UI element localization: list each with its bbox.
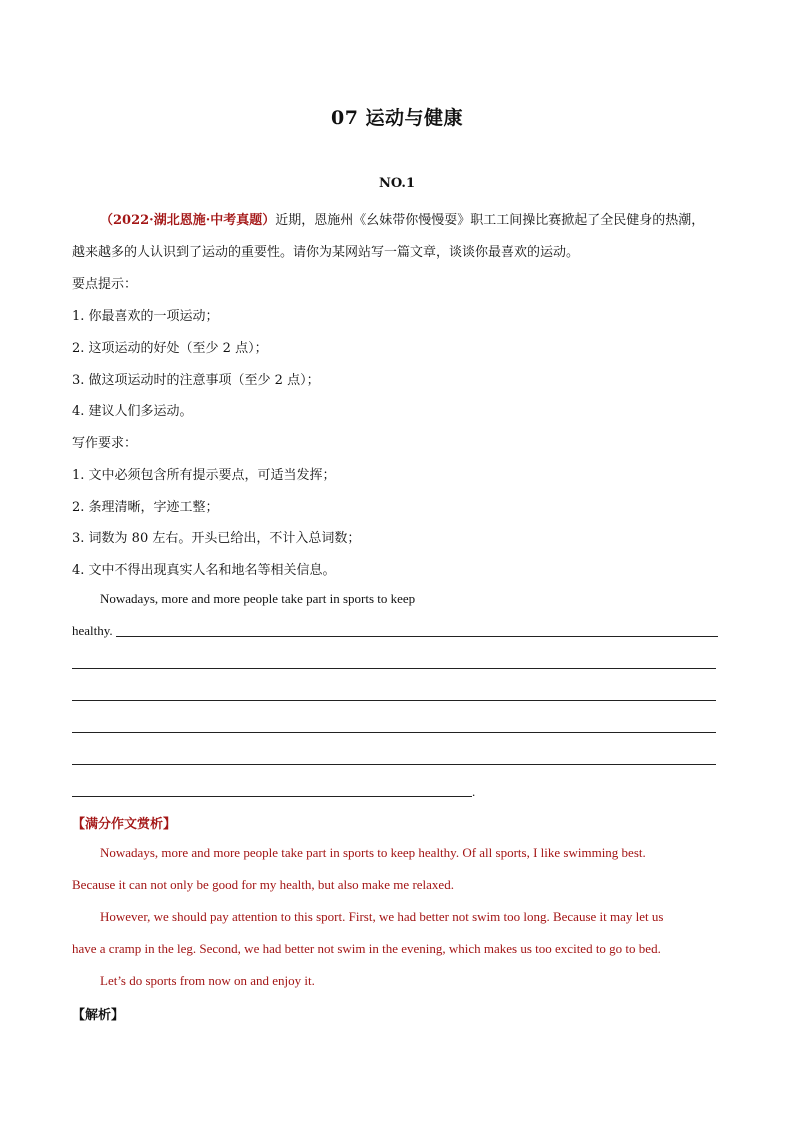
- analysis-heading: 【解析】: [72, 1008, 125, 1023]
- task-intro-line-2: 越来越多的人认识到了运动的重要性。请你为某网站写一篇文章，谈谈你最喜欢的运动。: [72, 245, 580, 260]
- end-period: .: [472, 784, 476, 799]
- requirement-item: 4. 文中不得出现真实人名和地名等相关信息。: [72, 563, 336, 578]
- essay-line: Let’s do sports from now on and enjoy it.: [100, 973, 315, 988]
- tip-item: 2. 这项运动的好处（至少 2 点）；: [72, 341, 268, 356]
- tip-item: 1. 你最喜欢的一项运动；: [72, 309, 219, 324]
- writing-line[interactable]: [72, 700, 716, 701]
- essay-line: Because it can not only be good for my health, but also make me relaxed.: [72, 877, 454, 892]
- tips-heading: 要点提示：: [72, 277, 138, 292]
- source-tag: （2022·湖北恩施·中考真题）: [100, 213, 276, 228]
- requirement-item: 2. 条理清晰，字迹工整；: [72, 500, 219, 515]
- writing-line[interactable]: [72, 668, 716, 669]
- requirement-item: 1. 文中必须包含所有提示要点，可适当发挥；: [72, 468, 336, 483]
- opening-sentence-line-1: Nowadays, more and more people take part in sports to keep: [100, 591, 416, 606]
- requirement-item: 3. 词数为 80 左右。开头已给出，不计入总词数；: [72, 531, 361, 546]
- opening-sentence-line-2: healthy.: [72, 623, 113, 638]
- writing-line[interactable]: [72, 796, 472, 797]
- tip-item: 4. 建议人们多运动。: [72, 404, 193, 419]
- writing-line[interactable]: [72, 764, 716, 765]
- essay-line: Nowadays, more and more people take part in sports to keep healthy. Of all sports, I like swimming best.: [100, 845, 646, 860]
- writing-line[interactable]: [116, 636, 718, 637]
- writing-line[interactable]: [72, 732, 716, 733]
- tip-item: 3. 做这项运动时的注意事项（至少 2 点）；: [72, 373, 320, 388]
- requirements-heading: 写作要求：: [72, 436, 138, 451]
- essay-line: However, we should pay attention to this sport. First, we had better not swim too long. Because it may let us: [100, 909, 664, 924]
- task-intro-line-1: [100, 209, 704, 228]
- intro-text-1: 近期，恩施州《幺妹带你慢慢耍》职工工间操比赛掀起了全民健身的热潮，: [275, 213, 705, 228]
- section-number: NO.1: [378, 176, 416, 191]
- page-title: 07 运动与健康: [330, 107, 464, 129]
- essay-line: have a cramp in the leg. Second, we had better not swim in the evening, which makes us too excited to go to bed.: [72, 941, 661, 956]
- model-essay-heading: 【满分作文赏析】: [72, 817, 177, 832]
